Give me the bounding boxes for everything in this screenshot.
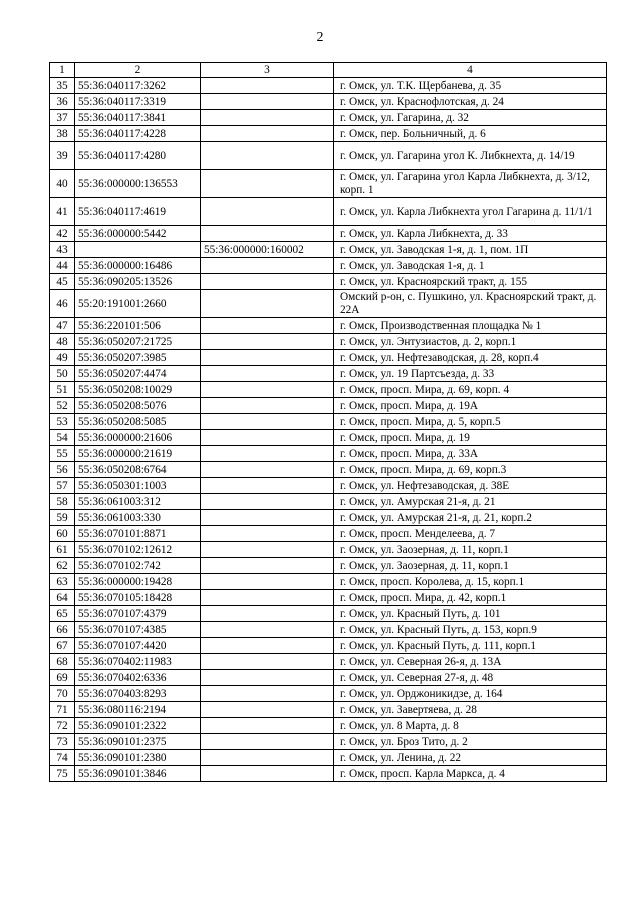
table-row (50, 718, 607, 734)
table-row (50, 558, 607, 574)
cadastral-number: 55:36:220101:506 (75, 318, 201, 334)
table-row (50, 198, 607, 226)
cadastral-number: 55:36:070102:12612 (75, 542, 201, 558)
premise-cadastral-number (201, 510, 334, 526)
premise-cadastral-number (201, 78, 334, 94)
row-number: 74 (50, 750, 75, 766)
cadastral-number: 55:36:070107:4420 (75, 638, 201, 654)
cadastral-number: 55:36:050301:1003 (75, 478, 201, 494)
address: г. Омск, просп. Менделеева, д. 7 (334, 526, 607, 542)
address: г. Омск, ул. Нефтезаводская, д. 28, корп.4 (334, 350, 607, 366)
cadastral-number: 55:36:040117:4280 (75, 142, 201, 170)
cadastral-number: 55:36:090101:2380 (75, 750, 201, 766)
premise-cadastral-number (201, 170, 334, 198)
cadastral-number: 55:36:070101:8871 (75, 526, 201, 542)
row-number: 51 (50, 382, 75, 398)
address: г. Омск, ул. Северная 26-я, д. 13А (334, 654, 607, 670)
table-row (50, 686, 607, 702)
cadastral-number: 55:36:000000:136553 (75, 170, 201, 198)
address: г. Омск, ул. Краснофлотская, д. 24 (334, 94, 607, 110)
row-number: 49 (50, 350, 75, 366)
row-number: 58 (50, 494, 75, 510)
premise-cadastral-number (201, 750, 334, 766)
header-col-4: 4 (334, 63, 607, 78)
row-number: 66 (50, 622, 75, 638)
premise-cadastral-number (201, 718, 334, 734)
cadastral-number: 55:36:040117:4619 (75, 198, 201, 226)
table-header-row (50, 63, 607, 78)
premise-cadastral-number (201, 654, 334, 670)
address: г. Омск, ул. Т.К. Щербанева, д. 35 (334, 78, 607, 94)
premise-cadastral-number (201, 558, 334, 574)
row-number: 46 (50, 290, 75, 318)
table-row (50, 462, 607, 478)
row-number: 59 (50, 510, 75, 526)
table-row (50, 334, 607, 350)
row-number: 67 (50, 638, 75, 654)
row-number: 56 (50, 462, 75, 478)
table-row (50, 750, 607, 766)
cadastral-number: 55:36:000000:19428 (75, 574, 201, 590)
address: г. Омск, ул. Ленина, д. 22 (334, 750, 607, 766)
table-row (50, 142, 607, 170)
row-number: 61 (50, 542, 75, 558)
premise-cadastral-number (201, 766, 334, 782)
address: г. Омск, ул. Красный Путь, д. 111, корп.1 (334, 638, 607, 654)
row-number: 36 (50, 94, 75, 110)
table-row (50, 622, 607, 638)
table-row (50, 766, 607, 782)
premise-cadastral-number: 55:36:000000:160002 (201, 242, 334, 258)
premise-cadastral-number (201, 526, 334, 542)
premise-cadastral-number (201, 430, 334, 446)
cadastral-number: 55:36:000000:5442 (75, 226, 201, 242)
row-number: 44 (50, 258, 75, 274)
premise-cadastral-number (201, 290, 334, 318)
premise-cadastral-number (201, 94, 334, 110)
cadastral-number: 55:36:050207:4474 (75, 366, 201, 382)
address: г. Омск, ул. Гагарина угол Карла Либкнехта, д. 3/12, корп. 1 (334, 170, 607, 198)
table-row (50, 526, 607, 542)
address: г. Омск, ул. Карла Либкнехта, д. 33 (334, 226, 607, 242)
page-number: 2 (316, 30, 324, 45)
table-row (50, 446, 607, 462)
premise-cadastral-number (201, 590, 334, 606)
address: г. Омск, Производственная площадка № 1 (334, 318, 607, 334)
row-number: 63 (50, 574, 75, 590)
row-number: 72 (50, 718, 75, 734)
row-number: 35 (50, 78, 75, 94)
cadastral-number: 55:36:090205:13526 (75, 274, 201, 290)
table-row (50, 654, 607, 670)
address: г. Омск, ул. Броз Тито, д. 2 (334, 734, 607, 750)
premise-cadastral-number (201, 334, 334, 350)
row-number: 62 (50, 558, 75, 574)
cadastral-number: 55:36:080116:2194 (75, 702, 201, 718)
address: г. Омск, ул. Заводская 1-я, д. 1, пом. 1П (334, 242, 607, 258)
cadastral-number: 55:36:070107:4379 (75, 606, 201, 622)
table-row (50, 590, 607, 606)
table-row (50, 274, 607, 290)
premise-cadastral-number (201, 398, 334, 414)
row-number: 57 (50, 478, 75, 494)
premise-cadastral-number (201, 318, 334, 334)
row-number: 64 (50, 590, 75, 606)
row-number: 39 (50, 142, 75, 170)
table-row (50, 242, 607, 258)
cadastral-number: 55:36:070402:11983 (75, 654, 201, 670)
table-row (50, 478, 607, 494)
row-number: 71 (50, 702, 75, 718)
premise-cadastral-number (201, 462, 334, 478)
row-number: 53 (50, 414, 75, 430)
cadastral-number: 55:36:050208:10029 (75, 382, 201, 398)
premise-cadastral-number (201, 734, 334, 750)
row-number: 37 (50, 110, 75, 126)
table-row (50, 574, 607, 590)
table-row (50, 702, 607, 718)
address: г. Омск, ул. Гагарина угол К. Либкнехта, д. 14/19 (334, 142, 607, 170)
header-col-1: 1 (50, 63, 75, 78)
cadastral-number: 55:36:090101:2375 (75, 734, 201, 750)
premise-cadastral-number (201, 478, 334, 494)
cadastral-number: 55:36:000000:16486 (75, 258, 201, 274)
cadastral-number: 55:36:070107:4385 (75, 622, 201, 638)
row-number: 45 (50, 274, 75, 290)
row-number: 54 (50, 430, 75, 446)
table-row (50, 734, 607, 750)
premise-cadastral-number (201, 446, 334, 462)
premise-cadastral-number (201, 414, 334, 430)
row-number: 48 (50, 334, 75, 350)
premise-cadastral-number (201, 126, 334, 142)
premise-cadastral-number (201, 198, 334, 226)
table-row (50, 638, 607, 654)
table-row (50, 382, 607, 398)
row-number: 69 (50, 670, 75, 686)
address: г. Омск, просп. Мира, д. 33А (334, 446, 607, 462)
cadastral-number: 55:36:070402:6336 (75, 670, 201, 686)
premise-cadastral-number (201, 542, 334, 558)
table-row (50, 110, 607, 126)
table-row (50, 318, 607, 334)
cadastral-number: 55:36:050207:21725 (75, 334, 201, 350)
row-number: 55 (50, 446, 75, 462)
premise-cadastral-number (201, 686, 334, 702)
table-body (50, 63, 607, 782)
cadastral-number: 55:36:040117:4228 (75, 126, 201, 142)
premise-cadastral-number (201, 110, 334, 126)
cadastral-number: 55:36:040117:3319 (75, 94, 201, 110)
cadastral-number: 55:36:050208:6764 (75, 462, 201, 478)
premise-cadastral-number (201, 382, 334, 398)
table-row (50, 78, 607, 94)
cadastral-number: 55:36:061003:330 (75, 510, 201, 526)
premise-cadastral-number (201, 366, 334, 382)
table-row (50, 398, 607, 414)
premise-cadastral-number (201, 258, 334, 274)
address: г. Омск, ул. Амурская 21-я, д. 21, корп.2 (334, 510, 607, 526)
address: г. Омск, пер. Больничный, д. 6 (334, 126, 607, 142)
row-number: 38 (50, 126, 75, 142)
address: г. Омск, ул. Карла Либкнехта угол Гагарина д. 11/1/1 (334, 198, 607, 226)
address: г. Омск, ул. Заозерная, д. 11, корп.1 (334, 542, 607, 558)
row-number: 73 (50, 734, 75, 750)
table-row (50, 170, 607, 198)
row-number: 52 (50, 398, 75, 414)
row-number: 47 (50, 318, 75, 334)
table-row (50, 126, 607, 142)
address: г. Омск, просп. Мира, д. 42, корп.1 (334, 590, 607, 606)
premise-cadastral-number (201, 670, 334, 686)
table-row (50, 258, 607, 274)
address: г. Омск, ул. Нефтезаводская, д. 38Е (334, 478, 607, 494)
table-row (50, 94, 607, 110)
address-table (49, 62, 607, 782)
address: г. Омск, просп. Мира, д. 19 (334, 430, 607, 446)
cadastral-number: 55:36:050208:5085 (75, 414, 201, 430)
premise-cadastral-number (201, 226, 334, 242)
address: г. Омск, просп. Карла Маркса, д. 4 (334, 766, 607, 782)
cadastral-number: 55:36:070403:8293 (75, 686, 201, 702)
cadastral-number: 55:36:090101:2322 (75, 718, 201, 734)
address: г. Омск, ул. Красный Путь, д. 101 (334, 606, 607, 622)
address: г. Омск, просп. Мира, д. 19А (334, 398, 607, 414)
address: г. Омск, ул. Амурская 21-я, д. 21 (334, 494, 607, 510)
premise-cadastral-number (201, 350, 334, 366)
premise-cadastral-number (201, 274, 334, 290)
cadastral-number: 55:36:040117:3841 (75, 110, 201, 126)
table-row (50, 350, 607, 366)
cadastral-number: 55:36:050207:3985 (75, 350, 201, 366)
cadastral-number: 55:36:070102:742 (75, 558, 201, 574)
cadastral-number: 55:36:090101:3846 (75, 766, 201, 782)
table-row (50, 290, 607, 318)
row-number: 43 (50, 242, 75, 258)
cadastral-number: 55:36:000000:21619 (75, 446, 201, 462)
address: г. Омск, просп. Королева, д. 15, корп.1 (334, 574, 607, 590)
header-col-2: 2 (75, 63, 201, 78)
table-row (50, 226, 607, 242)
cadastral-number (75, 242, 201, 258)
premise-cadastral-number (201, 574, 334, 590)
row-number: 60 (50, 526, 75, 542)
header-col-3: 3 (201, 63, 334, 78)
cadastral-number: 55:20:191001:2660 (75, 290, 201, 318)
row-number: 70 (50, 686, 75, 702)
address: г. Омск, ул. Красный Путь, д. 153, корп.9 (334, 622, 607, 638)
address: г. Омск, ул. Красноярский тракт, д. 155 (334, 274, 607, 290)
table-row (50, 430, 607, 446)
address: г. Омск, ул. Заозерная, д. 11, корп.1 (334, 558, 607, 574)
row-number: 50 (50, 366, 75, 382)
row-number: 40 (50, 170, 75, 198)
address: г. Омск, просп. Мира, д. 5, корп.5 (334, 414, 607, 430)
address: г. Омск, ул. Завертяева, д. 28 (334, 702, 607, 718)
address: Омский р-он, с. Пушкино, ул. Красноярский тракт, д. 22А (334, 290, 607, 318)
table-row (50, 510, 607, 526)
address: г. Омск, ул. Орджоникидзе, д. 164 (334, 686, 607, 702)
premise-cadastral-number (201, 702, 334, 718)
row-number: 41 (50, 198, 75, 226)
table-row (50, 414, 607, 430)
premise-cadastral-number (201, 622, 334, 638)
address: г. Омск, ул. 19 Партсъезда, д. 33 (334, 366, 607, 382)
cadastral-number: 55:36:070105:18428 (75, 590, 201, 606)
row-number: 42 (50, 226, 75, 242)
cadastral-number: 55:36:061003:312 (75, 494, 201, 510)
cadastral-number: 55:36:000000:21606 (75, 430, 201, 446)
premise-cadastral-number (201, 142, 334, 170)
premise-cadastral-number (201, 606, 334, 622)
address: г. Омск, ул. Северная 27-я, д. 48 (334, 670, 607, 686)
premise-cadastral-number (201, 638, 334, 654)
address: г. Омск, ул. Гагарина, д. 32 (334, 110, 607, 126)
row-number: 68 (50, 654, 75, 670)
address: г. Омск, ул. Энтузиастов, д. 2, корп.1 (334, 334, 607, 350)
table-row (50, 494, 607, 510)
table-row (50, 542, 607, 558)
cadastral-number: 55:36:050208:5076 (75, 398, 201, 414)
premise-cadastral-number (201, 494, 334, 510)
cadastral-number: 55:36:040117:3262 (75, 78, 201, 94)
row-number: 65 (50, 606, 75, 622)
address: г. Омск, ул. 8 Марта, д. 8 (334, 718, 607, 734)
table-row (50, 366, 607, 382)
row-number: 75 (50, 766, 75, 782)
address: г. Омск, ул. Заводская 1-я, д. 1 (334, 258, 607, 274)
address: г. Омск, просп. Мира, д. 69, корп.3 (334, 462, 607, 478)
table-row (50, 606, 607, 622)
table-row (50, 670, 607, 686)
address: г. Омск, просп. Мира, д. 69, корп. 4 (334, 382, 607, 398)
